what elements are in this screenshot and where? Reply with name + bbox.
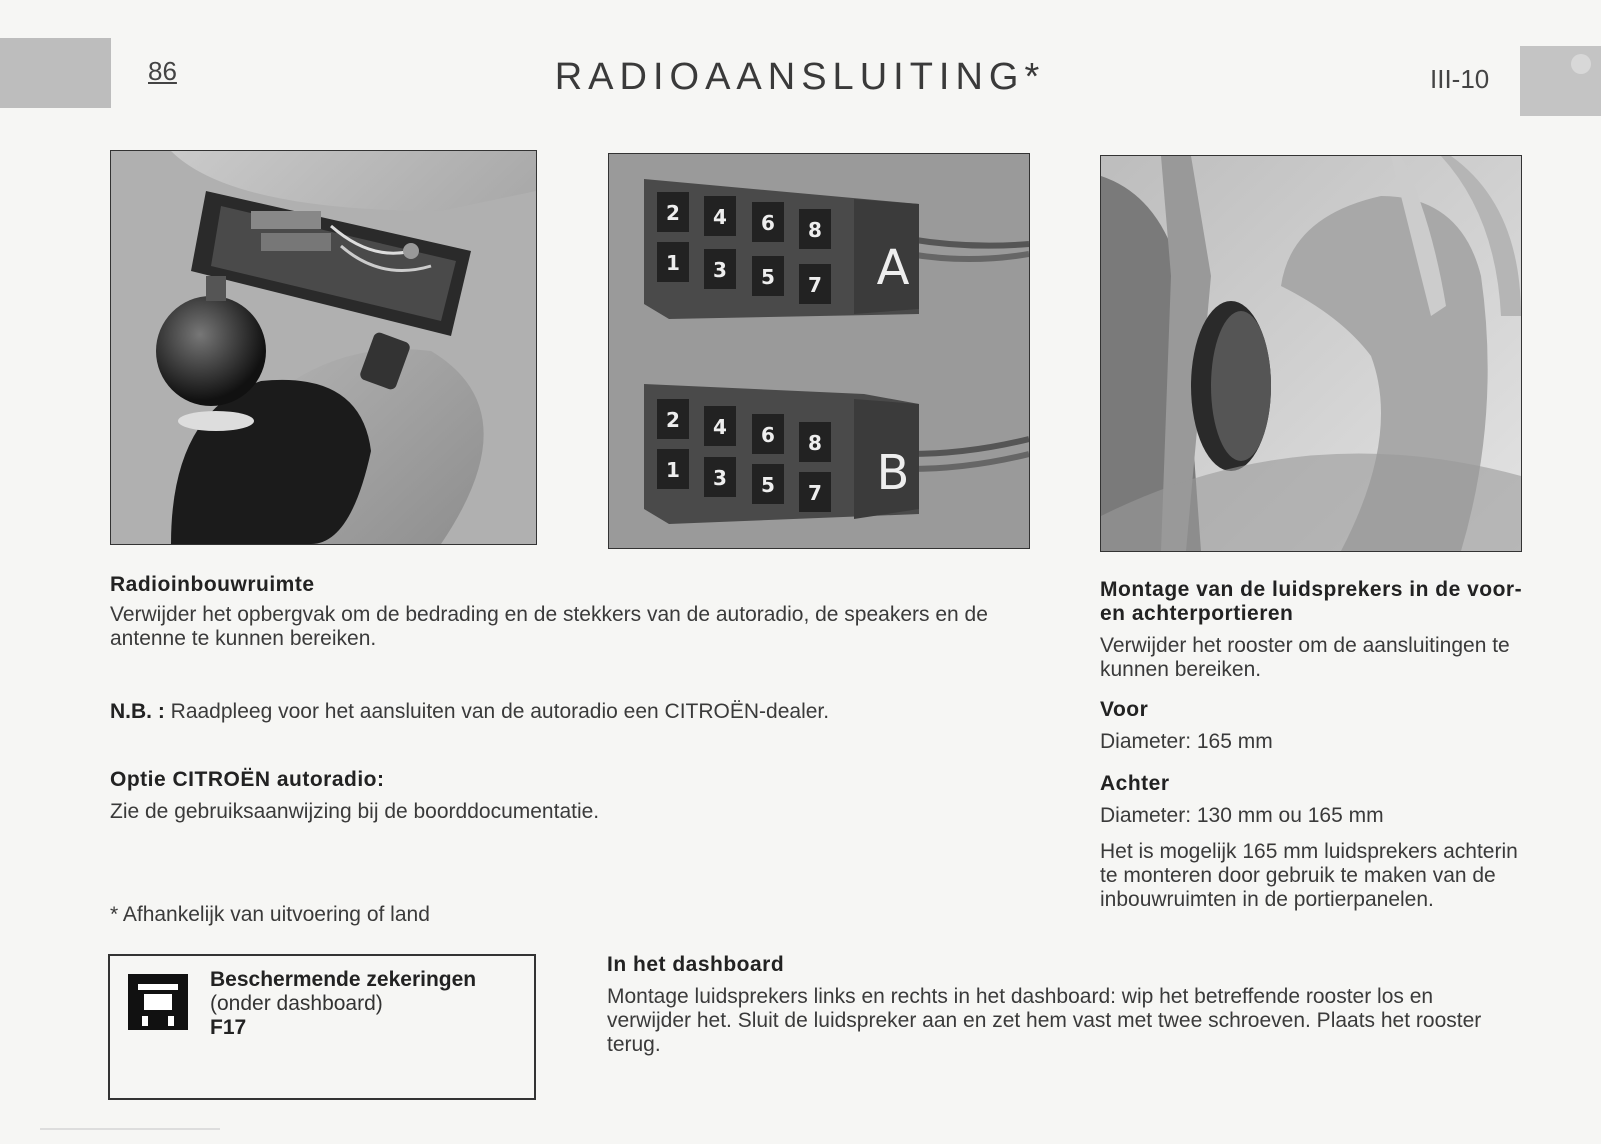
page-title: RADIOAANSLUITING* — [554, 56, 1046, 98]
fuse-location: (onder dashboard) — [210, 992, 383, 1015]
radio-space-illustration — [110, 150, 537, 545]
pin-a8: 8 — [808, 218, 822, 242]
pin-a6: 6 — [761, 211, 775, 235]
radio-space-body: Verwijder het opbergvak om de bedrading en de stekkers van de autoradio, de speakers en de antenne te kunnen bereiken. — [110, 603, 988, 650]
fuse-title: Beschermende zekeringen — [210, 968, 477, 991]
fuse-text — [210, 968, 528, 1040]
pin-b3: 3 — [713, 466, 727, 490]
rear-heading: Achter — [1100, 772, 1170, 795]
pin-b8: 8 — [808, 431, 822, 455]
pin-a1: 1 — [666, 251, 680, 275]
connector-a-label: A — [876, 240, 910, 296]
speakers-body: Verwijder het rooster om de aansluitingen te kunnen bereiken. — [1100, 634, 1510, 681]
pin-a4: 4 — [713, 205, 727, 229]
pin-b2: 2 — [666, 408, 680, 432]
left-tab — [0, 38, 111, 108]
pin-a3: 3 — [713, 258, 727, 282]
page-number: 86 — [148, 56, 177, 86]
fuse-info-box — [108, 954, 536, 1100]
rear-value: Diameter: 130 mm ou 165 mm — [1100, 804, 1384, 827]
right-tab — [1520, 46, 1601, 116]
bottom-rule — [40, 1128, 220, 1130]
pin-a5: 5 — [761, 265, 775, 289]
pin-a7: 7 — [808, 273, 822, 297]
dashboard-heading: In het dashboard — [607, 953, 785, 976]
pin-b7: 7 — [808, 481, 822, 505]
pin-a2: 2 — [666, 201, 680, 225]
connector-b-label: B — [876, 445, 910, 501]
note-paragraph — [110, 700, 1040, 724]
tab-dot-icon — [1571, 54, 1591, 74]
front-heading: Voor — [1100, 698, 1149, 721]
note-label: N.B. : — [110, 700, 165, 723]
footnote: * Afhankelijk van uitvoering of land — [110, 903, 430, 926]
pin-b5: 5 — [761, 473, 775, 497]
pin-b1: 1 — [666, 458, 680, 482]
pin-b4: 4 — [713, 415, 727, 439]
door-speaker-illustration — [1100, 155, 1522, 552]
section-code: III-10 — [1430, 64, 1490, 94]
front-value: Diameter: 165 mm — [1100, 730, 1273, 753]
pin-b6: 6 — [761, 423, 775, 447]
option-heading: Optie CITROËN autoradio: — [110, 768, 385, 791]
rear-note: Het is mogelijk 165 mm luidsprekers achterin te monteren door gebruik te maken van de inbouwruimten in de portierpanelen. — [1100, 840, 1518, 911]
fuse-icon — [128, 974, 188, 1030]
note-text: Raadpleeg voor het aansluiten van de autoradio een CITROËN-dealer. — [164, 700, 830, 723]
option-body: Zie de gebruiksaanwijzing bij de boorddocumentatie. — [110, 800, 600, 823]
dashboard-body: Montage luidsprekers links en rechts in het dashboard: wip het betreffende rooster los en verwijder het. Sluit de luidspreker aan en zet hem vast met twee schroeven. Plaats het rooster terug. — [607, 985, 1482, 1056]
fuse-code: F17 — [210, 1016, 247, 1039]
connectors-illustration — [608, 153, 1030, 549]
radio-space-heading: Radioinbouwruimte — [110, 573, 315, 596]
speakers-heading: Montage van de luidsprekers in de voor- en achterportieren — [1100, 578, 1523, 625]
